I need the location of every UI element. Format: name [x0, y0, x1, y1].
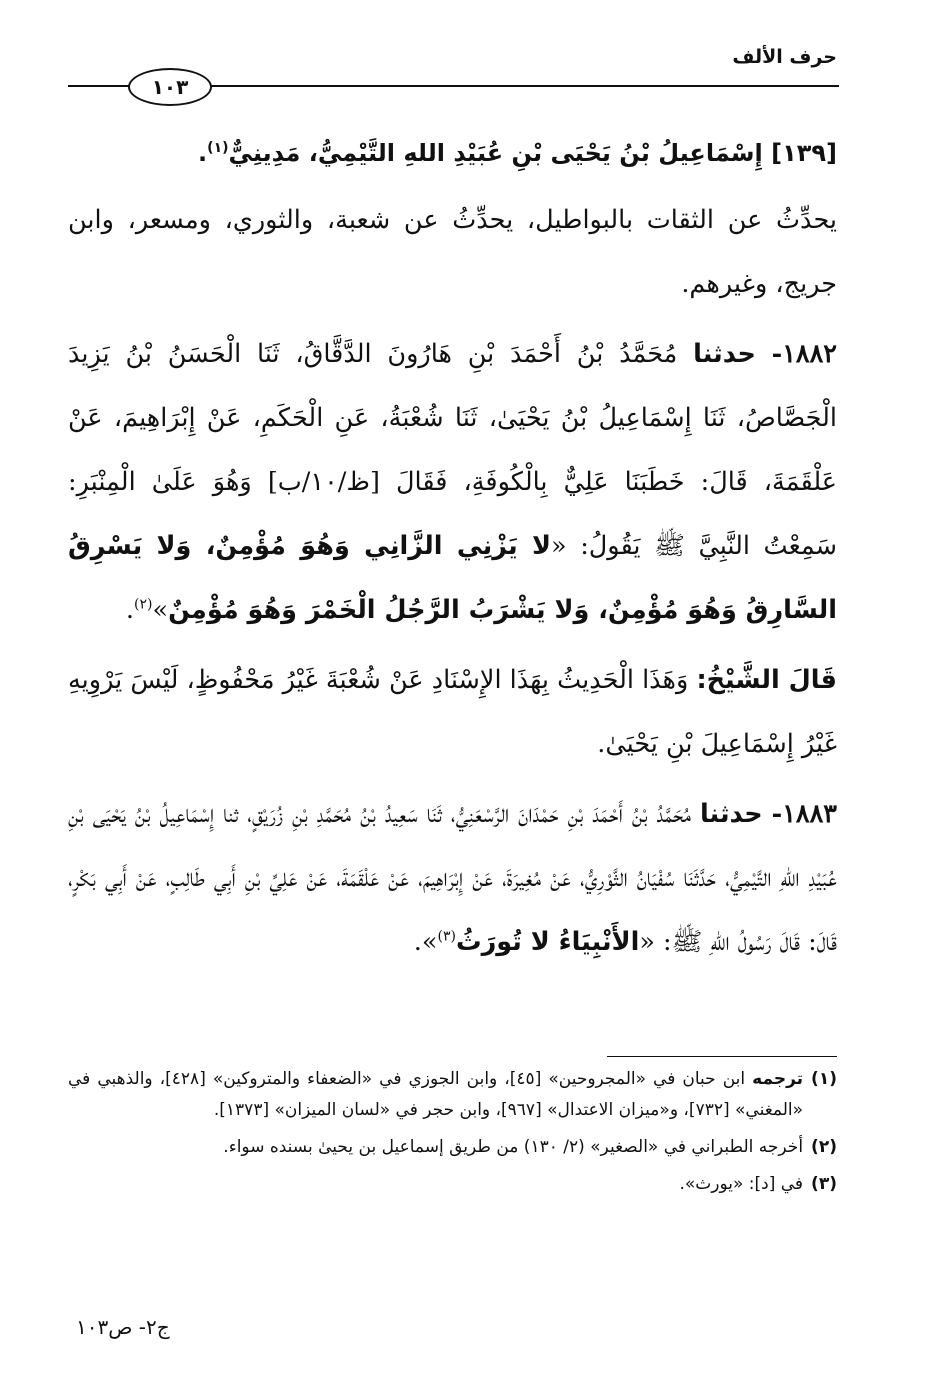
page-number-badge — [128, 68, 212, 106]
main-text — [68, 118, 837, 974]
hadith-isnad: مُحَمَّدُ بْنُ أَحْمَدَ بْنِ حَمْدَانَ الرَّسْعَنِيُّ، ثَنَا سَعِيدُ بْنُ مُحَمَّدِ بْنِ زُرَيْقٍ، ثنا إِسْمَاعِيلُ بْنُ يَحْيَى بْنِ عُبَيْدِ اللهِ التَّيْمِيُّ، حَدَّثَنَا سُفْيَانُ الثَّوْرِيُّ، عَنْ مُغِيرَةَ، عَنْ إِبْرَاهِيمَ، عَنْ عَلْقَمَةَ، عَنْ عَلِيِّ بْنِ أَبِي طَالِبٍ، عَنْ أَبِي بَكْرٍ، قَالَ: قَالَ رَسُولُ اللهِ ﷺ: « — [68, 799, 837, 957]
footnote-body: في [د]: «يورث». — [679, 1174, 804, 1194]
footnote-ref-3[interactable]: (٣) — [437, 928, 456, 945]
hadith-quote: الأَنْبِيَاءُ لا تُورَثُ — [455, 927, 640, 957]
footnote-ref-1[interactable]: (١) — [207, 140, 229, 156]
hadith-1883 — [68, 782, 837, 974]
sheikh-comment — [68, 648, 837, 776]
hadith-quote-close: ». — [413, 927, 438, 957]
comment-text: وَهَذَا الْحَدِيثُ بِهَذَا الإِسْنَادِ عَنْ شُعْبَةَ غَيْرُ مَحْفُوظٍ، لَيْسَ يَرْوِيهِ غَيْرُ إِسْمَاعِيلَ بْنِ يَحْيَىٰ. — [68, 665, 837, 759]
entry-heading — [68, 118, 837, 188]
footnote-text — [68, 1064, 803, 1126]
footnote-mark: (١) — [811, 1069, 837, 1089]
hadith-isnad: مُحَمَّدُ بْنُ أَحْمَدَ بْنِ هَارُونَ الدَّقَّاقُ، ثَنَا الْحَسَنُ بْنُ يَزِيدَ الْجَصَّاصُ، ثَنَا إِسْمَاعِيلُ بْنُ يَحْيَىٰ، ثَنَا شُعْبَةُ، عَنِ الْحَكَمِ، عَنْ إِبْرَاهِيمَ، عَنْ عَلْقَمَةَ، قَالَ: خَطَبَنَا عَلِيٌّ بِالْكُوفَةِ، فَقَالَ [ظ/١٠/ب] وَهُوَ عَلَىٰ الْمِنْبَرِ: سَمِعْتُ النَّبِيَّ ﷺ يَقُولُ: « — [68, 339, 838, 561]
entry-intro: يحدِّثُ عن الثقات بالبواطيل، يحدِّثُ عن شعبة، والثوري، ومسعر، وابن جريج، وغيرهم. — [68, 205, 837, 299]
footnote-mark: (٣) — [811, 1174, 837, 1194]
entry-heading-text: [١٣٩] إِسْمَاعِيلُ بْنُ يَحْيَى بْنِ عُبَيْدِ اللهِ التَّيْمِيُّ، مَدِينِيٌّ — [228, 139, 837, 167]
comment-lead: قَالَ الشَّيْخُ: — [696, 665, 837, 695]
hadith-end: . — [125, 595, 135, 625]
footnotes — [68, 1064, 837, 1206]
footnote-ref-2[interactable]: (٢) — [134, 596, 153, 613]
footnote-body: أخرجه الطبراني في «الصغير» (٢/ ١٣٠) من طريق إسماعيل بن يحيىٰ بسنده سواء. — [223, 1137, 804, 1157]
footnote-body: ابن حبان في «المجروحين» [٤٥]، وابن الجوزي في «الضعفاء والمتروكين» [٤٢٨]، والذهبي في «المغني» [٧٣٢]، و«ميزان الاعتدال» [٩٦٧]، وابن حجر في «لسان الميزان» [١٣٧٣]. — [68, 1069, 804, 1120]
hadith-quote-close: » — [152, 595, 169, 625]
footnote-3 — [68, 1169, 837, 1200]
entry-heading-end: . — [198, 139, 208, 167]
hadith-number: ١٨٨٢- — [771, 339, 838, 369]
footnote-2 — [68, 1132, 837, 1163]
chapter-title: حرف الألف — [732, 46, 837, 68]
hadith-number: ١٨٨٣- — [771, 799, 837, 829]
footnote-rule — [607, 1056, 837, 1057]
hadith-quote: لا يَزْنِي الزَّانِي وَهُوَ مُؤْمِنٌ، وَلا يَسْرِقُ السَّارِقُ وَهُوَ مُؤْمِنٌ، وَلا يَشْرَبُ الرَّجُلُ الْخَمْرَ وَهُوَ مُؤْمِنٌ — [68, 531, 837, 625]
hadith-lead: حدثنا — [699, 799, 763, 829]
page-number: ١٠٣ — [151, 75, 189, 99]
footnote-lead: ترجمه — [752, 1069, 804, 1089]
footnote-mark: (٢) — [811, 1137, 837, 1157]
hadith-lead: حدثنا — [693, 339, 756, 369]
hadith-1882 — [68, 322, 837, 642]
footnote-1 — [68, 1064, 837, 1126]
page-reference: ج٢- ص١٠٣ — [76, 1315, 170, 1339]
